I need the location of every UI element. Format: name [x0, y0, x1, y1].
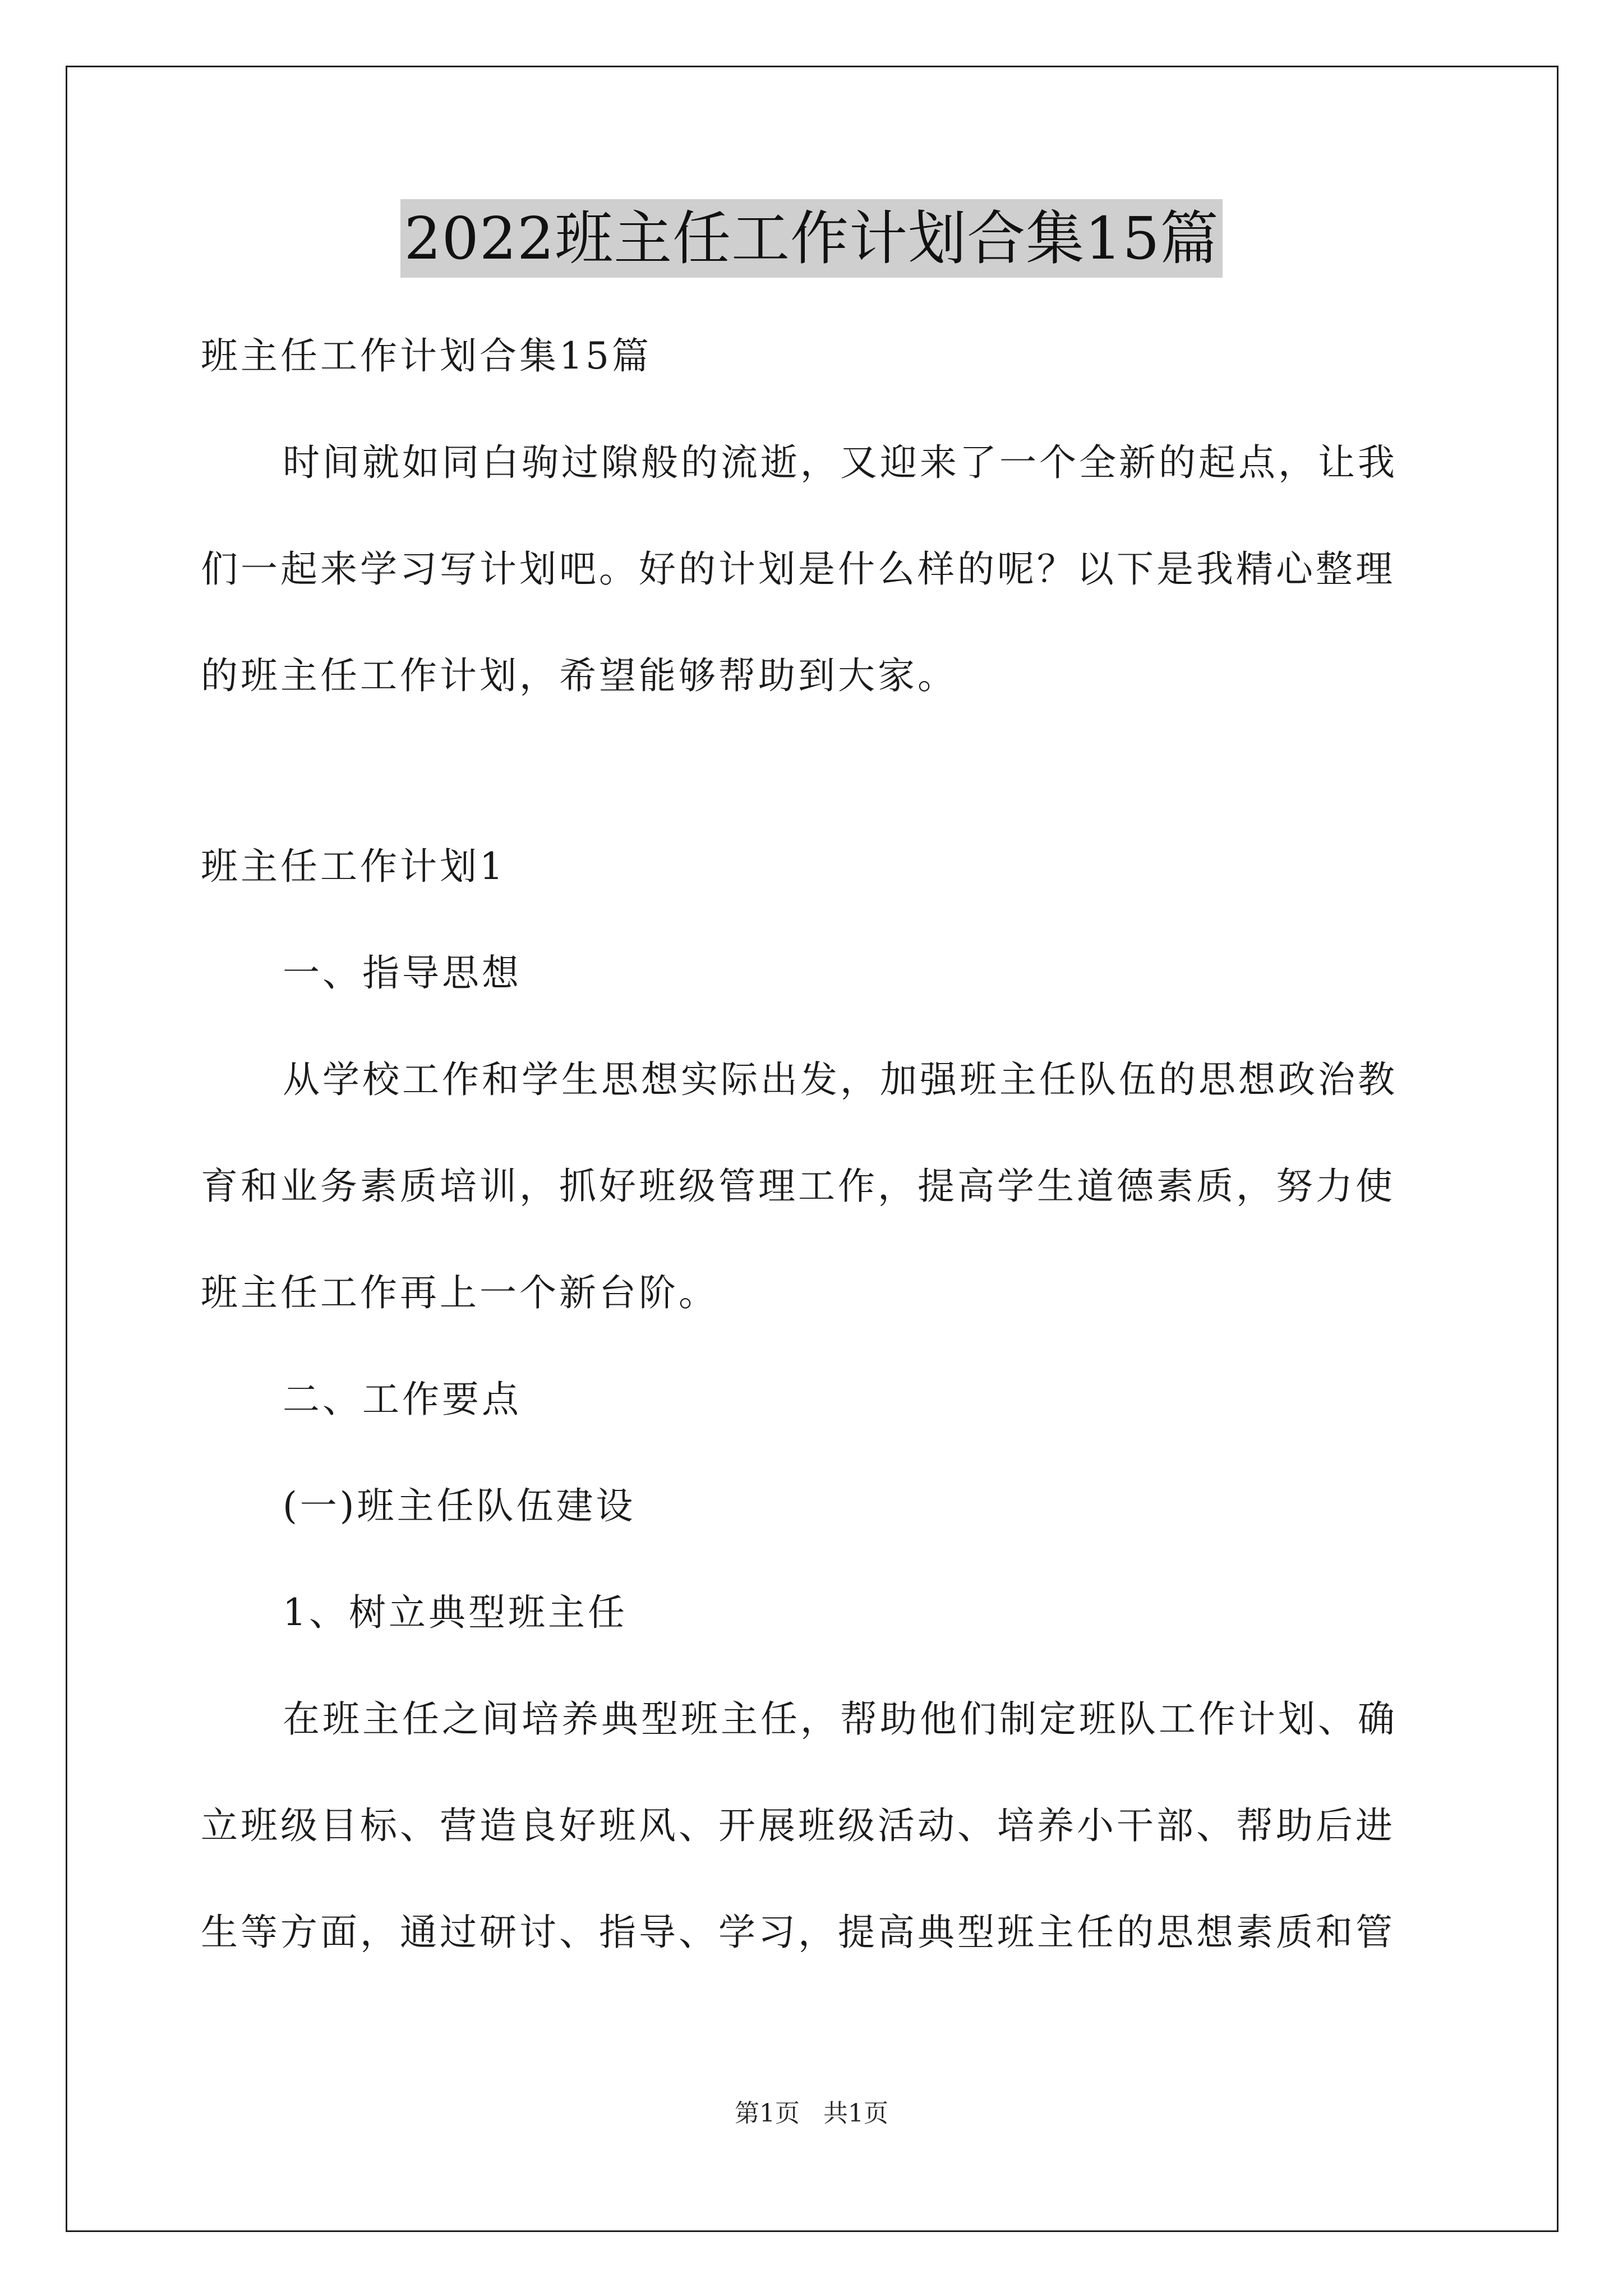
subtitle: 班主任工作计划合集15篇	[201, 334, 652, 378]
part1-heading: 一、指导思想	[283, 951, 522, 995]
intro-line-2: 们一起来学习写计划吧。好的计划是什么样的呢？以下是我精心整理	[201, 547, 1395, 591]
part1-line-2: 育和业务素质培训，抓好班级管理工作，提高学生道德素质，努力使	[201, 1165, 1395, 1208]
section-heading: 班主任工作计划1	[201, 845, 506, 888]
document-body	[201, 303, 1429, 1986]
item1-heading: 1、树立典型班主任	[283, 1591, 628, 1634]
part1-line-1: 从学校工作和学生思想实际出发，加强班主任队伍的思想政治教	[283, 1058, 1398, 1101]
intro-line-3: 的班主任工作计划，希望能够帮助到大家。	[201, 654, 957, 697]
item1-line-2: 立班级目标、营造良好班风、开展班级活动、培养小干部、帮助后进	[201, 1804, 1395, 1847]
title-container	[0, 199, 1623, 278]
spacer	[201, 729, 1429, 813]
item1-line-1: 在班主任之间培养典型班主任，帮助他们制定班队工作计划、确	[283, 1697, 1398, 1741]
intro-line-1: 时间就如同白驹过隙般的流逝，又迎来了一个全新的起点，让我	[283, 441, 1398, 484]
part2-heading: 二、工作要点	[283, 1378, 522, 1421]
sub1-heading: (一)班主任队伍建设	[283, 1484, 636, 1527]
part1-line-3: 班主任工作再上一个新台阶。	[201, 1271, 718, 1314]
document-title: 2022班主任工作计划合集15篇	[400, 199, 1222, 278]
item1-line-3: 生等方面，通过研讨、指导、学习，提高典型班主任的思想素质和管	[201, 1911, 1395, 1954]
page-number: 第1页	[735, 2099, 800, 2128]
page-footer	[0, 2097, 1623, 2131]
page-total: 共1页	[823, 2099, 888, 2128]
